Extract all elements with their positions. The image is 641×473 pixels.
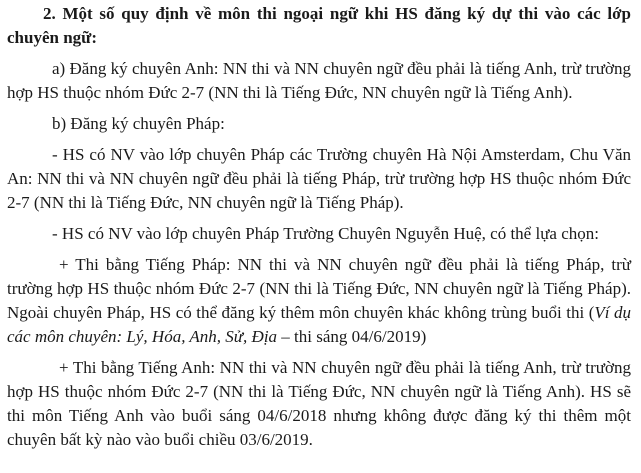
option-french-exam — [7, 253, 631, 349]
option-english-exam: + Thi bằng Tiếng Anh: NN thi và NN chuyên ngữ đều phải là tiếng Anh, trừ trường hợp HS thuộc nhóm Đức 2-7 (NN thi là Tiếng Đức, NN chuyên ngữ là Tiếng Anh). HS sẽ thi môn Tiếng Anh vào buổi sáng 04/6/2018 nhưng không được đăng ký thi thêm một chuyên bất kỳ nào vào buổi chiều 03/6/2019. — [7, 358, 631, 449]
bullet-nguyen-hue: - HS có NV vào lớp chuyên Pháp Trường Chuyên Nguyễn Huệ, có thể lựa chọn: — [52, 224, 599, 243]
section-heading: 2. Một số quy định về môn thi ngoại ngữ khi HS đăng ký dự thi vào các lớp chuyên ngữ: — [7, 4, 631, 47]
option-french-example: Ví dụ các môn chuyên: Lý, Hóa, Anh, Sử, Địa — [7, 303, 631, 346]
option-french-text: + Thi bằng Tiếng Pháp: NN thi và NN chuyên ngữ đều phải là tiếng Pháp, trừ trường hợp HS thuộc nhóm Đức 2-7 (NN thi là Tiếng Đức, NN chuyên ngữ là Tiếng Pháp). Ngoài chuyên Pháp, HS có thể đăng ký thêm môn chuyên khác không trùng buổi thi ( — [7, 255, 631, 322]
bullet-amsterdam-chuvanan: - HS có NV vào lớp chuyên Pháp các Trường chuyên Hà Nội Amsterdam, Chu Văn An: NN thi và NN chuyên ngữ đều phải là tiếng Pháp, trừ trường hợp HS thuộc nhóm Đức 2-7 (NN thi là Tiếng Đức, NN chuyên ngữ là Tiếng Pháp). — [7, 145, 631, 212]
item-a-english: a) Đăng ký chuyên Anh: NN thi và NN chuyên ngữ đều phải là tiếng Anh, trừ trường hợp HS thuộc nhóm Đức 2-7 (NN thi là Tiếng Đức, NN chuyên ngữ là Tiếng Anh). — [7, 59, 631, 102]
option-french-time: – thi sáng 04/6/2019) — [277, 327, 427, 346]
item-b-french: b) Đăng ký chuyên Pháp: — [52, 114, 225, 133]
